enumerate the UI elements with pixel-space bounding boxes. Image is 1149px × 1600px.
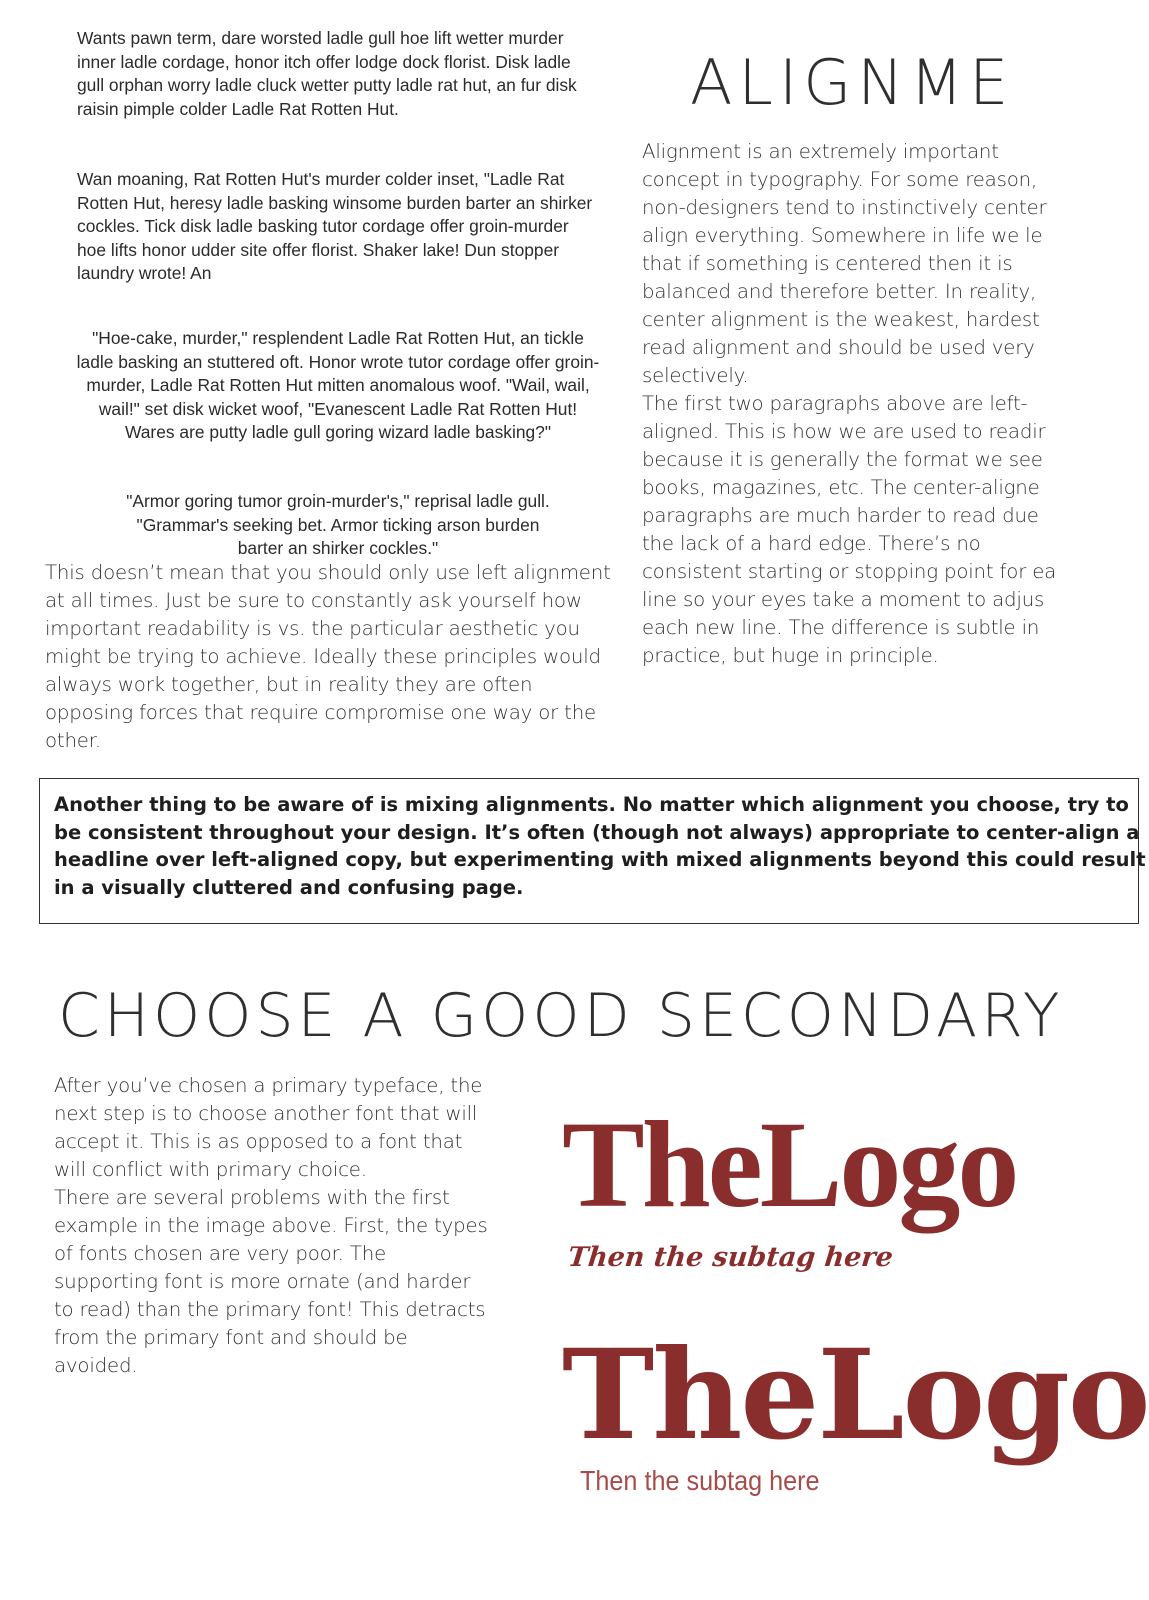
sample-paragraph-4 [72,490,604,559]
sample-paragraph-3: "Hoe-cake, murder," resplendent Ladle Rat Rotten Hut, an tickle ladle basking an stuttered oft. Honor wrote tutor cordage offer groin-murder, Ladle Rat Rotten Hut mitten anomalous woof. "Wail, wail, wail!" set disk wicket woof, "Evanescent Ladle Rat Rotten Hut! Wares are putty ladle gull goring wizard ladle basking?" [76,328,600,443]
alignment-line: books, magazines, etc. The center-aligne [642,476,1040,499]
logo-example-1 [562,1095,1082,1295]
alignment-line: center alignment is the weakest, hardest [642,308,1040,331]
sample-paragraph-2: Wan moaning, Rat Rotten Hut's murder colder inset, "Ladle Rat Rotten Hut, heresy ladle basking winsome burden barter an shirker cockles. Tick disk ladle basking tutor cordage offer groin-murder hoe lifts honor udder site offer florist. Shaker lake! Dun stopper laundry wrote! An [77,169,593,284]
alignment-line: The first two paragraphs above are left- [642,392,1028,415]
alignment-line: aligned. This is how we are used to readir [642,420,1046,443]
alignment-line: practice, but huge in principle. [642,644,939,667]
alignment-line: each new line. The difference is subtle in [642,616,1040,639]
alignment-line: balanced and therefore better. In reality, [642,280,1037,303]
alignment-line: align everything. Somewhere in life we le [642,224,1043,247]
sample-line: barter an shirker cockles." [237,538,439,559]
alignment-line: non-designers tend to instinctively center [642,196,1047,219]
mixing-alignments-text [54,791,1146,901]
alignment-line: Alignment is an extremely important [642,140,999,163]
alignment-line: line so your eyes take a moment to adjus [642,588,1045,611]
alignment-line: the lack of a hard edge. There’s no [642,532,981,555]
sample-paragraph-1: Wants pawn term, dare worsted ladle gull hoe lift wetter murder inner ladle cordage, honor itch offer lodge dock florist. Disk ladle gull orphan worry ladle cluck wetter putty ladle rat hut, an fur disk raisin pimple colder Ladle Rat Rotten Hut. [77,28,577,119]
alignment-line: consistent starting or stopping point for ea [642,560,1057,583]
alignment-line: concept in typography. For some reason, [642,168,1038,191]
alignment-line: selectively. [642,364,749,387]
logo-subtag-sans: Then the subtag here [580,1465,820,1496]
readability-note: This doesn’t mean that you should only use left alignment at all times. Just be sure to constantly ask yourself how important readability is vs. the particular aesthetic you might be trying to achieve. Ideally these principles would always work together, but in reality they are often opposing forces that require compromise one way or the other. [45,561,611,752]
box-line: headline over left-aligned copy, but experimenting with mixed alignments beyond this could result [54,848,1146,871]
sample-line: "Armor goring tumor groin-murder's," reprisal ladle gull. [126,491,550,511]
alignment-line: that if something is centered then it is [642,252,1013,275]
alignment-paragraph [642,138,1086,670]
mixing-alignments-box [39,778,1146,924]
logo-subtag-script: Then the subtag here [566,1242,895,1273]
alignment-line: because it is generally the format we see [642,448,1043,471]
alignment-line: read alignment and should be used very [642,336,1035,359]
box-line: be consistent throughout your design. It’s often (though not always) appropriate to center-align a [54,820,1140,844]
alignment-line: paragraphs are much harder to read due [642,504,1039,527]
align-heading: ALIGNME [690,46,1015,119]
logo-wordmark: TheLogo [562,1096,1017,1233]
logo-example-2 [562,1323,1149,1508]
sample-line: "Grammar's seeking bet. Armor ticking arson burden [136,514,540,535]
secondary-heading: CHOOSE A GOOD SECONDARY [58,981,1064,1051]
logo-wordmark-slab: TheLogo [562,1323,1149,1468]
secondary-paragraph: After you’ve chosen a primary typeface, the next step is to choose another font that will accept it. This is as opposed to a font that will conflict with primary choice. There are several problems with the first example in the image above. First, the types of fonts chosen are very poor. The supporting font is more ornate (and harder to read) than the primary font! This detracts from the primary font and should be avoided. [54,1074,488,1377]
box-line: Another thing to be aware of is mixing alignments. No matter which alignment you choose, try to [54,793,1129,816]
box-line: in a visually cluttered and confusing page. [54,875,524,899]
